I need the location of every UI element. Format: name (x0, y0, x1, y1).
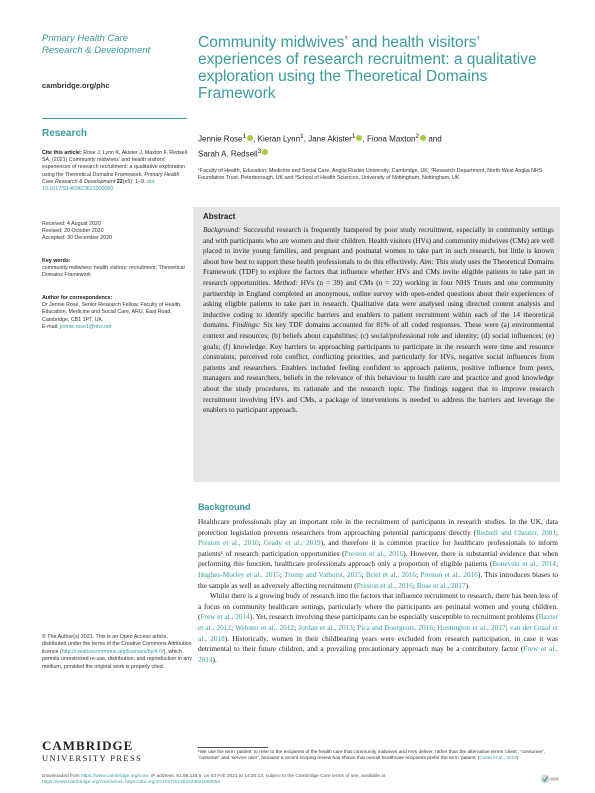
author-list: Jennie Rose$^1$ , Kieran Lynn$^1$, Jane Akister$^1$ , Fiona Maxton$^2$ and Sarah A. Redsell$^3$ (198, 133, 442, 159)
publisher-logo (42, 738, 152, 763)
section-label: Research (42, 128, 88, 139)
citation-link[interactable]: Webster et al., 2012 (235, 622, 295, 632)
citation-link[interactable]: Briel et al., 2016 (365, 569, 417, 579)
orcid-icon[interactable] (262, 149, 268, 155)
orcid-icon[interactable] (247, 135, 253, 141)
body-text-segment: Healthcare professionals play an important role in the recruitment of participants in research studies. In the UK, data protection legislation prevents researchers from approaching potential participants directly ( (198, 517, 558, 537)
body-text-segment: ; (432, 622, 438, 632)
body-text-segment: ). (212, 654, 217, 664)
body-text-segment: ; (231, 622, 236, 632)
footnote-rule (198, 747, 268, 748)
journal-name-line2: Research & Development (42, 45, 151, 56)
left-divider (42, 118, 187, 119)
citation-link[interactable]: Jordan et al., 2013 (298, 622, 353, 632)
citation-link[interactable]: Pica and Bourgeois, 2016 (357, 622, 433, 632)
author-name: Jane Akister (308, 134, 352, 144)
body-paragraph-2 (198, 591, 558, 665)
cite-text: Rose J, Lynn K, Akister J, Maxton F, Redsell SA. (2021) Community midwives’ and health visitors’ experiences of research recruitment: a qualitative exploration using the Theoretical Domains Framework. (42, 150, 187, 178)
body-text-segment: ; (412, 580, 417, 590)
correspondence-label: Author for correspondence: (42, 295, 113, 301)
citation-link[interactable]: Bonevski et al., 2014 (492, 559, 556, 569)
terms-link[interactable]: https://www.cambridge.org/core/terms (42, 780, 123, 786)
doi-link[interactable]: https://doi.org/10.1017/S1463423621000050 (125, 780, 221, 786)
body-text-segment: ; (258, 538, 264, 548)
cite-journal: Primary Health Care Research & Development (42, 171, 180, 185)
author-name: Jennie Rose (198, 134, 243, 144)
journal-name (42, 33, 172, 57)
citation-link[interactable]: Redsell and Cheater, 2001 (476, 527, 556, 537)
author-affiliation: 3 (257, 147, 262, 155)
affiliations: ¹Faculty of Health, Education, Medicine and Social Care, Anglia Ruskin University, Cambridge, UK; ²Research Department, North West Anglia NHS Foundation Trust, Peterborough, UK and ³School of Health Sciences, University of Nottingham, Nottingham, UK (198, 168, 543, 181)
body-text-segment: ; (352, 622, 358, 632)
body-paragraph-1 (198, 517, 558, 591)
correspondence-text: Dr Jennie Rose, Senior Research Fellow, Faculty of Health, Education, Medicine and Social Care, ARU, East Road, Cambridge, CB1 1PT, UK. (42, 302, 182, 323)
citation-link[interactable]: Huntington et al., 2017 (437, 622, 506, 632)
author-name: Kieran Lynn (257, 134, 301, 144)
citation-link[interactable]: Baxter et al., 2012 (198, 612, 559, 632)
copyright-text-1: © The Author(s) 2021. This is an Open Access article, distributed under the terms of the Creative Commons Attribution licence ( (42, 634, 192, 655)
abstract-text (203, 225, 554, 416)
citation-link[interactable]: Frew et al., 2014 (200, 612, 250, 622)
body-text-segment: ). However, there is substantial evidence that when performing this function, healthcare professionals approach only a proportion of eligible patients ( (198, 548, 559, 569)
cite-volume: 22 (116, 178, 123, 185)
abstract-aim-label: Aim: (419, 257, 434, 266)
email-label: E-mail: (42, 323, 59, 330)
body-text-segment: ; (416, 569, 421, 579)
abstract-heading: Abstract (203, 212, 236, 221)
author-affiliation: 1 (300, 133, 304, 140)
body-text-segment: ; (505, 622, 510, 632)
citation-link[interactable]: Grady et al., 2019 (263, 538, 321, 548)
footnote-text-2: ). (516, 756, 520, 762)
revised-date: Revised: 20 October 2020 (42, 228, 104, 235)
license-link[interactable]: http://creativecommons.org/licenses/by/4.0/ (61, 648, 164, 655)
body-text-segment: ; (279, 569, 284, 579)
citation-link[interactable]: Preston et al., 2016 (344, 548, 404, 558)
body-text-segment: ). This introduces biases to the sample as well as adversely affecting recruitment ( (198, 569, 559, 590)
footnote-text-1: ¹We use the term ‘patient’ to refer to the recipients of the health care that community midwives and HVs deliver, rather than the alternative terms ‘client’, ‘consumer’, ‘customer’ and ‘service user’, because a recent scoping review has shown that overall healthcare recipients prefer the term ‘patient’ ( (198, 750, 546, 762)
article-title: Community midwives’ and health visitors’ experiences of research recruitment: a qualitative exploration using the Theoretical Domains Framework (198, 34, 537, 102)
citation-link[interactable]: Preston et al., 2016 (420, 569, 478, 579)
body-text-segment: ; (555, 527, 558, 537)
cambridge-core-link[interactable]: https://www.cambridge.org/core (80, 774, 149, 779)
body-text-segment: ). Yet, research involving these participants can be especially susceptible to recruitment problems ( (249, 612, 539, 622)
citation-link[interactable]: van der Graaf et al., 2018 (198, 622, 558, 643)
abstract-method-label: Method: (273, 278, 298, 287)
citation-link[interactable]: Tromp and Vathorst, 2015 (284, 569, 362, 579)
email-link[interactable]: jennie.rose1@nhs.net (59, 323, 112, 330)
publisher-logo-line2: UNIVERSITY PRESS (42, 753, 143, 763)
footnote (198, 750, 558, 762)
copyright-notice (42, 634, 192, 671)
download-notice (42, 774, 502, 786)
cite-doi-link[interactable]: doi: 10.1017/S1463423621000050 (42, 178, 156, 193)
body-text-segment: ), and therefore it is common practice for healthcare professionals to inform patients¹ of research participation opportunities ( (198, 538, 558, 558)
citation-link[interactable]: Preston et al., 2016 (198, 538, 259, 548)
abstract-background-label: Background: (203, 226, 241, 234)
citation-link[interactable]: Hughes-Morley et al., 2015 (198, 569, 280, 579)
abstract-findings: Six key TDF domains accounted for 81% of all coded responses. These were (a) environmental context and resources; (b) beliefs about capabilities; (c) social/professional role and identity; (d) social influences; (e) goals; (f) knowledge. Key barriers to approaching participants to participate in the research were time and resource constraints, perceived role conflict, conflicting priorities, and particularly for HVs, negative social influences from patients and researchers. Enablers included feeling confident to approach patients, positive influence from peers, managers and researchers, beliefs in the relevance of this behaviour to health care and practice and good knowledge about the study procedures, its rationale and the research topic. The findings suggest that to improve research recruitment involving HVs and CMs, a package of interventions is needed to address the barriers and leverage the enablers to participant approach. (203, 321, 555, 415)
cite-pages: (e5): 1–9. (122, 178, 146, 185)
author-affiliation: 1 (242, 133, 247, 140)
accepted-date: Accepted: 30 December 2020 (42, 235, 113, 242)
keywords-text: community midwives; health visitors; recruitment; Theoretical Domains Framework (42, 265, 185, 279)
download-text-b: . IP address: 81.98.116.6, on 03 Feb 2021 at 14:30:13, subject to the Cambridge Core terms of use, available at (148, 774, 386, 779)
authors-and: and (428, 134, 442, 144)
keywords-label: Key words: (42, 258, 71, 264)
citation-link[interactable]: Preston et al., 2016 (356, 580, 413, 590)
author-affiliation: 2 (415, 133, 420, 140)
body-text (198, 517, 558, 665)
footnote-citation-link[interactable]: Costa et al., 2019 (479, 756, 517, 762)
abstract-method: HVs (n = 39) and CMs (n = 22) working in four NHS Trusts and one community partnership in England completed an anonymous, online survey with open-ended questions about their experiences of asking eligible patients to take part in research. Qualitative data were analysed using directed content analysis and inductive coding to identify specific barriers and enablers to patient recruitment within each of the 14 theoretical domains. (203, 278, 554, 330)
author-affiliation: 1 (351, 133, 356, 140)
body-text-segment: ). (465, 580, 470, 590)
publisher-logo-line1: CAMBRIDGE (42, 738, 134, 753)
copyright-text-2: ), which permits unrestricted re-use, distribution, and reproduction in any medium, provided the original work is properly cited. (42, 648, 192, 670)
download-separator: . (122, 780, 126, 786)
orcid-icon[interactable] (420, 135, 426, 141)
abstract-background: Successful research is frequently hampered by poor study recruitment, especially in community settings and with participants who are women and their children. Health visitors (HVs) and community midwives (CMs) are well placed to invite young families, and pregnant and postnatal women to take part in such research, but little is known about how best to support these health professionals to do this effectively. (203, 226, 555, 266)
body-text-segment: ; (555, 559, 558, 569)
journal-url-link[interactable]: cambridge.org/phc (42, 81, 110, 90)
cite-label: Cite this article: (42, 150, 82, 156)
body-text-segment: ; (361, 569, 366, 579)
abstract-aim: This study uses the Theoretical Domains Framework (TDF) to explore the factors that influence whether HVs and CMs invite eligible patients to take part in research opportunities. (203, 257, 554, 287)
body-text-segment: ). Historically, women in their childbearing years were excluded from research participation, in case it was detrimental to their future children, and a prevailing precautionary approach may be a contributory factor ( (198, 633, 558, 654)
body-text-segment: ; (294, 622, 299, 632)
orcid-icon[interactable] (356, 135, 362, 141)
author-name: Fiona Maxton (366, 134, 416, 144)
citation-link[interactable]: Frew et al., 2014 (198, 644, 558, 664)
correspondence-block (42, 295, 192, 331)
citation-link[interactable]: Rose et al., 2017 (416, 580, 466, 590)
received-date: Received: 4 August 2020 (42, 221, 101, 227)
author-name: Sarah A. Redsell (198, 149, 258, 159)
dates-block (42, 221, 192, 243)
citation-block (42, 150, 192, 193)
crossmark-icon[interactable] (540, 773, 560, 785)
download-text-a: Downloaded from (42, 774, 81, 779)
abstract-findings-label: Findings: (232, 321, 261, 330)
journal-name-line1: Primary Health Care (42, 33, 129, 44)
body-text-segment: Whilst there is a growing body of research into the factors that influence recruitment to research, there has been less of a focus on community healthcare settings, particularly where the participants are perinatal women and young children. ( (198, 591, 558, 622)
background-heading: Background (198, 502, 251, 512)
keywords-block (42, 258, 192, 280)
